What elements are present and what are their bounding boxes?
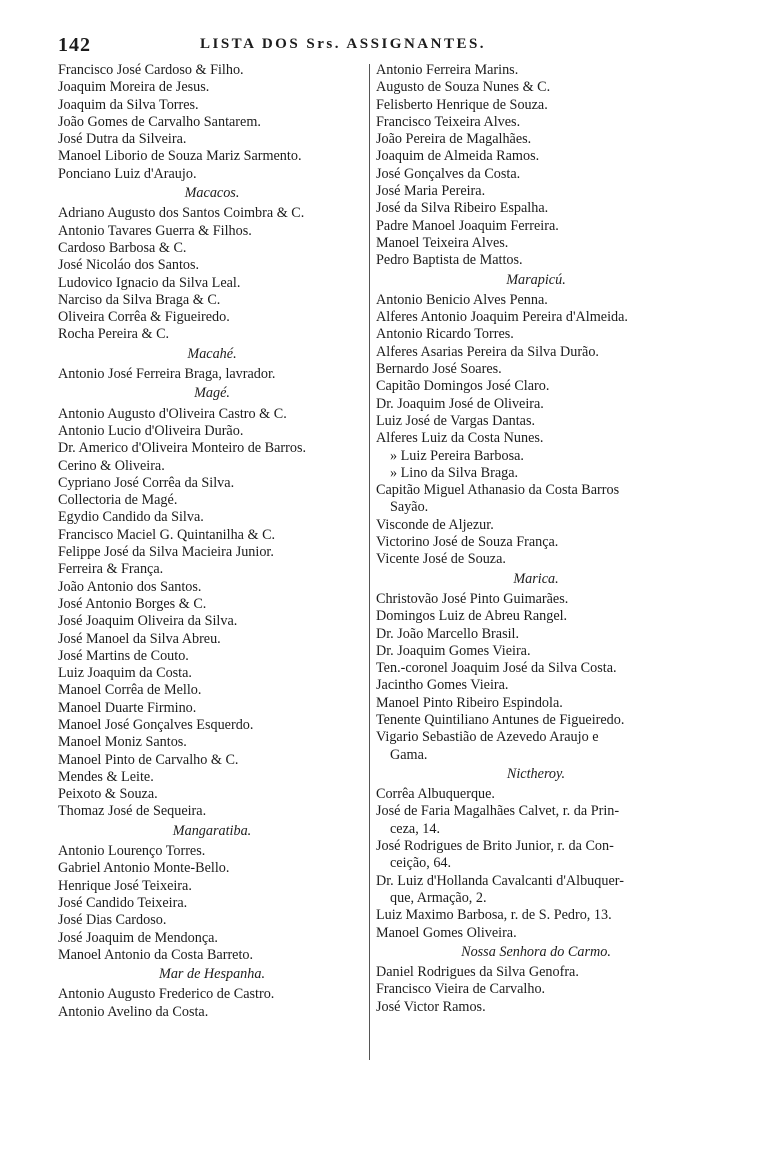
list-entry: José Martins de Couto. (58, 647, 189, 664)
list-entry: Felippe José da Silva Macieira Junior. (58, 544, 274, 561)
list-entry: Cardoso Barbosa & C. (58, 239, 187, 256)
list-entry: Antonio Ricardo Torres. (376, 326, 514, 343)
list-entry: José Nicoláo dos Santos. (58, 257, 200, 274)
list-entry: Joaquim de Almeida Ramos. (376, 148, 540, 165)
list-entry: Domingos Luiz de Abreu Rangel. (376, 608, 568, 625)
list-entry: Vigario Sebastião de Azevedo Araujo e (376, 729, 599, 746)
list-entry: Antonio José Ferreira Braga, lavrador. (58, 366, 276, 383)
list-entry: José Joaquim de Mendonça. (58, 929, 218, 946)
list-entry: José Dutra da Silveira. (58, 131, 187, 148)
list-entry: Vicente José de Souza. (376, 551, 506, 568)
list-entry: Rocha Pereira & C. (58, 326, 170, 343)
list-entry: José Maria Pereira. (376, 183, 486, 200)
list-entry: Adriano Augusto dos Santos Coimbra & C. (58, 205, 305, 222)
list-entry: Manoel Liborio de Souza Mariz Sarmento. (58, 148, 302, 165)
section-heading: Marica. (513, 570, 559, 587)
page-number: 142 (58, 34, 91, 56)
list-entry: José Victor Ramos. (376, 998, 486, 1015)
list-entry: Antonio Augusto Frederico de Castro. (58, 986, 275, 1003)
list-entry: Collectoria de Magé. (58, 492, 178, 509)
right-column (376, 62, 696, 1016)
list-entry: José Gonçalves da Costa. (376, 165, 521, 182)
list-entry: Joaquim da Silva Torres. (58, 96, 199, 113)
list-entry: Victorino José de Souza França. (376, 534, 559, 551)
list-entry: Padre Manoel Joaquim Ferreira. (376, 217, 559, 234)
list-entry: Luiz José de Vargas Dantas. (376, 412, 536, 429)
list-entry: Cypriano José Corrêa da Silva. (58, 474, 235, 491)
list-entry: Jacintho Gomes Vieira. (376, 677, 509, 694)
list-entry: Dr. Luiz d'Hollanda Cavalcanti d'Albuquer- (376, 872, 624, 889)
list-entry: Oliveira Corrêa & Figueiredo. (58, 309, 230, 326)
list-entry: Dr. Americo d'Oliveira Monteiro de Barros. (58, 440, 307, 457)
list-entry: Tenente Quintiliano Antunes de Figueiredo. (376, 711, 625, 728)
list-entry: Dr. Joaquim Gomes Vieira. (376, 642, 531, 659)
list-entry: Ferreira & França. (58, 561, 164, 578)
list-entry: José Manoel da Silva Abreu. (58, 630, 221, 647)
list-entry: Corrêa Albuquerque. (376, 786, 495, 803)
list-entry: Visconde de Aljezur. (376, 516, 494, 533)
list-entry: João Pereira de Magalhães. (376, 131, 532, 148)
list-entry: José Rodrigues de Brito Junior, r. da Con- (376, 838, 614, 855)
list-entry: Dr. Joaquim José de Oliveira. (376, 395, 544, 412)
list-entry: José Antonio Borges & C. (58, 595, 207, 612)
list-entry: Manoel Teixeira Alves. (376, 234, 509, 251)
list-entry: Egydio Candido da Silva. (58, 509, 204, 526)
list-entry: Manoel Pinto de Carvalho & C. (58, 751, 239, 768)
list-entry: » Luiz Pereira Barbosa. (390, 447, 524, 464)
list-entry: Antonio Tavares Guerra & Filhos. (58, 222, 252, 239)
list-entry: Thomaz José de Sequeira. (58, 803, 207, 820)
list-entry: Manoel Pinto Ribeiro Espindola. (376, 694, 563, 711)
list-entry: Dr. João Marcello Brasil. (376, 625, 520, 642)
list-entry-continuation: ceza, 14. (390, 820, 441, 837)
section-heading: Macacos. (184, 185, 240, 202)
list-entry: Manoel Antonio da Costa Barreto. (58, 946, 254, 963)
list-entry: Alferes Asarias Pereira da Silva Durão. (376, 343, 599, 360)
list-entry: Luiz Maximo Barbosa, r. de S. Pedro, 13. (376, 907, 612, 924)
section-heading: Mangaratiba. (172, 822, 252, 839)
list-entry: Alferes Antonio Joaquim Pereira d'Almeida. (376, 309, 628, 326)
list-entry-continuation: Sayão. (390, 499, 429, 516)
section-heading: Marapicú. (506, 271, 566, 288)
list-entry: Felisberto Henrique de Souza. (376, 96, 548, 113)
running-title: LISTA DOS Srs. ASSIGNANTES. (200, 36, 487, 52)
list-entry: Gabriel Antonio Monte-Bello. (58, 860, 230, 877)
list-entry: Bernardo José Soares. (376, 361, 502, 378)
section-heading: Mar de Hespanha. (159, 966, 265, 983)
list-entry: Henrique José Teixeira. (58, 877, 192, 894)
list-entry: Capitão Miguel Athanasio da Costa Barros (376, 482, 620, 499)
section-heading: Macahé. (187, 345, 237, 362)
list-entry: José Candido Teixeira. (58, 894, 188, 911)
list-entry: Luiz Joaquim da Costa. (58, 665, 192, 682)
list-entry: Daniel Rodrigues da Silva Genofra. (376, 964, 579, 981)
list-entry: Peixoto & Souza. (58, 786, 158, 803)
list-entry-continuation: Gama. (390, 746, 428, 763)
list-entry: Francisco José Cardoso & Filho. (58, 62, 244, 78)
list-entry: Antonio Augusto d'Oliveira Castro & C. (58, 405, 287, 422)
list-entry: João Gomes de Carvalho Santarem. (58, 113, 261, 130)
list-entry: » Lino da Silva Braga. (390, 464, 519, 481)
section-heading: Nictheroy. (506, 765, 566, 782)
section-heading: Magé. (194, 385, 230, 402)
list-entry: José Dias Cardoso. (58, 912, 167, 929)
list-entry: Francisco Vieira de Carvalho. (376, 981, 546, 998)
list-entry: Alferes Luiz da Costa Nunes. (376, 430, 544, 447)
column-divider (369, 64, 370, 1060)
list-entry-continuation: ceição, 64. (390, 855, 452, 872)
list-entry: Ludovico Ignacio da Silva Leal. (58, 274, 241, 291)
list-entry: Ten.-coronel Joaquim José da Silva Costa. (376, 660, 617, 677)
list-entry: Manoel Corrêa de Mello. (58, 682, 202, 699)
list-entry: Antonio Lourenço Torres. (58, 843, 206, 860)
list-entry: José Joaquim Oliveira da Silva. (58, 613, 238, 630)
list-entry: Francisco Teixeira Alves. (376, 113, 521, 130)
list-entry: Joaquim Moreira de Jesus. (58, 79, 210, 96)
list-entry: Pedro Baptista de Mattos. (376, 252, 523, 269)
list-entry: Antonio Ferreira Marins. (376, 62, 519, 78)
list-entry: José da Silva Ribeiro Espalha. (376, 200, 549, 217)
list-entry: Capitão Domingos José Claro. (376, 378, 550, 395)
list-entry: Francisco Maciel G. Quintanilha & C. (58, 526, 276, 543)
left-column (58, 62, 366, 1021)
list-entry: João Antonio dos Santos. (58, 578, 202, 595)
list-entry: Manoel José Gonçalves Esquerdo. (58, 716, 254, 733)
list-entry: Manoel Gomes Oliveira. (376, 924, 517, 941)
list-entry: Cerino & Oliveira. (58, 457, 165, 474)
list-entry: Augusto de Souza Nunes & C. (376, 79, 551, 96)
list-entry: Antonio Lucio d'Oliveira Durão. (58, 422, 244, 439)
list-entry: Manoel Duarte Firmino. (58, 699, 197, 716)
list-entry-continuation: que, Armação, 2. (390, 889, 487, 906)
list-entry: Narciso da Silva Braga & C. (58, 291, 221, 308)
list-entry: Christovão José Pinto Guimarães. (376, 590, 569, 607)
list-entry: Mendes & Leite. (58, 768, 154, 785)
list-entry: José de Faria Magalhães Calvet, r. da Prin- (376, 803, 620, 820)
list-entry: Antonio Avelino da Costa. (58, 1003, 209, 1020)
section-heading: Nossa Senhora do Carmo. (461, 943, 611, 960)
list-entry: Antonio Benicio Alves Penna. (376, 291, 548, 308)
list-entry: Ponciano Luiz d'Araujo. (58, 165, 197, 182)
list-entry: Manoel Moniz Santos. (58, 734, 187, 751)
